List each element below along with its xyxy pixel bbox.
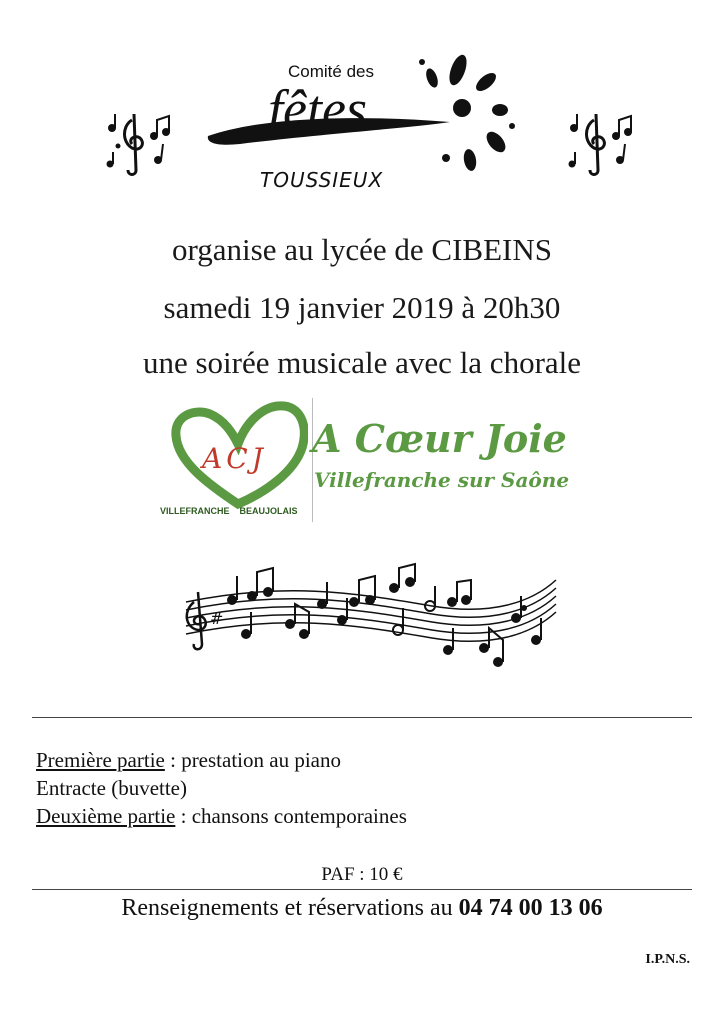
choir-title: A Cœur Joie	[312, 416, 567, 461]
music-notes-right-icon	[562, 108, 642, 183]
music-staff-icon	[172, 562, 562, 677]
comite-des-fetes-logo	[200, 48, 530, 198]
program-intermission: Entracte (buvette)	[36, 776, 187, 800]
part-2-label: Deuxième partie	[36, 804, 176, 828]
logo-town-text: TOUSSIEUX	[260, 168, 384, 192]
choir-initials: ACJ	[202, 442, 267, 475]
phone-number: 04 74 00 13 06	[458, 895, 603, 921]
choir-subtitle: Villefranche sur Saône	[314, 468, 570, 492]
headline-line-1: organise au lycée de CIBEINS	[172, 232, 552, 267]
paf-price: PAF : 10 €	[321, 864, 403, 885]
contact-text: Renseignements et réservations au	[121, 895, 459, 921]
svg-text:#: #	[210, 609, 224, 628]
music-notes-left-icon	[100, 108, 180, 183]
logo-small-text: Comité des	[288, 62, 374, 81]
program	[36, 746, 407, 830]
choir-logo	[160, 398, 570, 528]
ipns-mention: I.P.N.S.	[645, 952, 690, 967]
divider-top	[32, 717, 692, 718]
headline-line-3: une soirée musicale avec la chorale	[142, 345, 582, 380]
program-part-2	[36, 802, 407, 830]
divider-bottom	[32, 889, 692, 890]
program-part-1	[36, 746, 407, 774]
part-1-text: : prestation au piano	[164, 748, 341, 772]
logo-big-text: fêtes	[268, 79, 367, 139]
contact-line	[0, 895, 724, 922]
choir-region: VILLEFRANCHE BEAUJOLAIS	[160, 506, 298, 516]
part-2-text: : chansons contemporaines	[175, 804, 407, 828]
part-1-label: Première partie	[36, 748, 165, 772]
headline-line-2: samedi 19 janvier 2019 à 20h30	[163, 290, 561, 325]
